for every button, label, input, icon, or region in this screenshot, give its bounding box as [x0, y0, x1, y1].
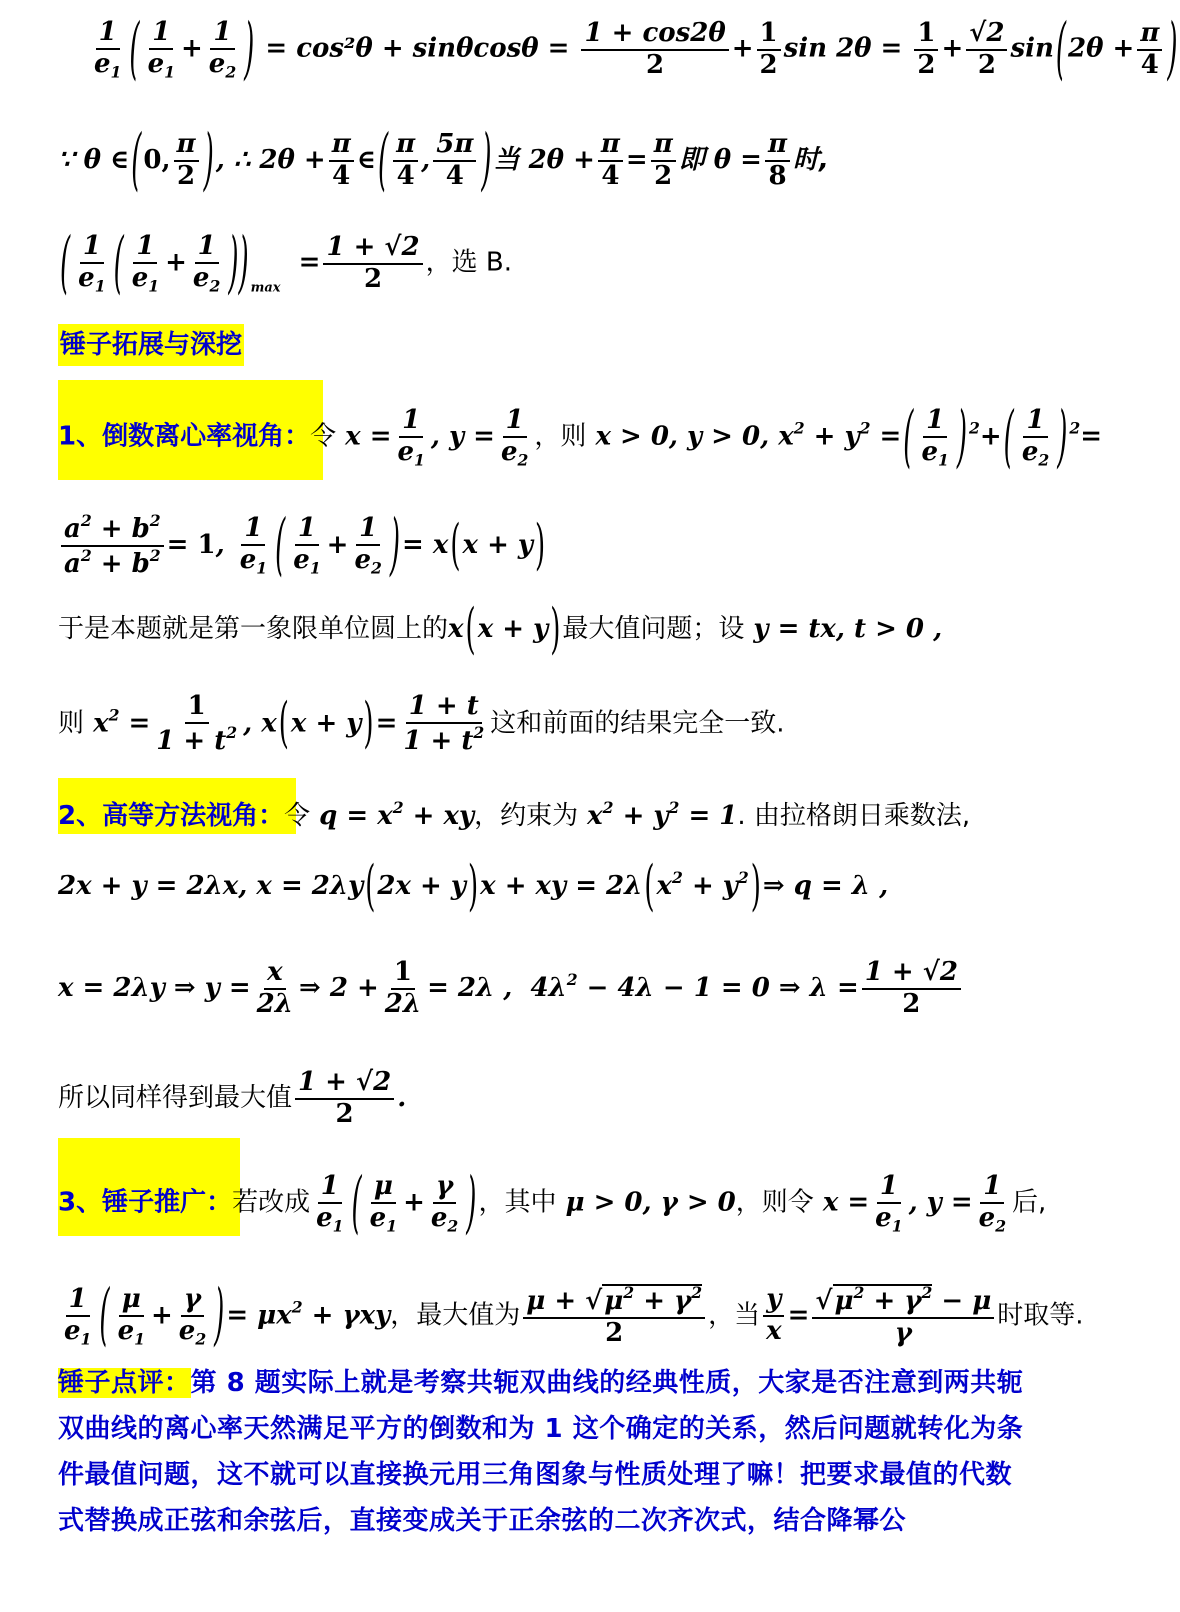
- choose-text: ，选 B.: [425, 247, 512, 278]
- s3-max-text: ，最大值为: [390, 1300, 521, 1331]
- comment-label: 锤子点评：: [58, 1368, 191, 1398]
- comment-paragraph: [58, 1360, 1038, 1544]
- s3-text-a: 若改成: [232, 1187, 311, 1218]
- s3-text-d: 后,: [1012, 1187, 1047, 1218]
- s1-line-3: 于是本题就是第一象限单位圆上的x(x + y)最大值问题；设 y = tx, t > 0 ,: [58, 598, 943, 662]
- s2-text-c: . 由拉格朗日乘数法,: [737, 800, 971, 831]
- s2-text-a: 令: [284, 800, 311, 831]
- s3-eq-text: 时取等.: [997, 1300, 1084, 1331]
- s1-text: 令: [310, 421, 337, 452]
- s2-line-1: 2、高等方法视角：令 $q = x^2$ + xy，约束为 $x^2 + y^2 = 1$. 由拉格朗日乘数法,: [58, 798, 971, 831]
- s3-label: 3、锤子推广：: [58, 1187, 233, 1218]
- equation-text: = cos²θ + sinθcosθ =: [265, 33, 570, 64]
- s1-line-2: $\frac{a^2 + b^2}{a^2 + b^2}$ = 1, $\frac{1}{e_1}$ ( $\frac{1}{e_1}$ + $\frac{1}{e_2}$ )= x(x + y): [58, 512, 1060, 580]
- ie-text: 即: [678, 144, 705, 175]
- s2-line-3: x = 2λy ⇒ y = $\frac{x}{2\lambda}$ ⇒ 2 + $\frac{1}{2\lambda}$ = 2λ , $4\lambda^2 - 4\lambda - 1 = 0$ ⇒ λ = $\frac{1 + √2}{2}$: [58, 958, 1060, 1020]
- equation-line-2: ∵ θ ∈(0, $\frac{\pi}{2}$ ), ∴ 2θ + $\frac{\pi}{4}$ ∈( $\frac{\pi}{4}$ , $\frac{5\pi}{4}$ )当 2θ + $\frac{\pi}{4}$ = $\frac{\pi}{2}$ 即 θ = $\frac{\pi}{8}$ 时,: [58, 121, 829, 200]
- comment-text: 第 8 题实际上就是考察共轭双曲线的经典性质，大家是否注意到两共轭双曲线的离心率天然满足平方的倒数和为 1 这个确定的关系，然后问题就转化为条件最值问题，这不就可以直接换元用三角图象与性质处理了嘛！把要求最值的代数式替换成正弦和余弦后，直接变成关于正余弦的二次齐次式，结合降幂公: [58, 1368, 1024, 1536]
- s3-text-b: ，其中: [478, 1187, 557, 1218]
- s1-line4b-text: 这和前面的结果完全一致.: [490, 708, 785, 739]
- s3-text-c: ，则令: [735, 1187, 814, 1218]
- s1-then: ，则: [534, 421, 587, 452]
- s3-line-2: $\frac{1}{e_1}$ ( $\frac{\mu}{e_1}$ + $\frac{\gamma}{e_2}$ )= $\mu x^2 + \gamma xy$，最大值为 $\frac{\mu + √\mu^2 + \gamma^2}{2}$ ，当 $\frac{y}{x}$ = $\frac{√\mu^2 + \gamma^2 - \mu}{\gamma}$ 时取等.: [64, 1277, 1084, 1356]
- section-heading: [58, 332, 1060, 358]
- heading-text: 锤子拓展与深挖: [58, 324, 244, 366]
- s1-line-1: 1、倒数离心率视角：令 x = $\frac{1}{e_1}$ , y = $\frac{1}{e_2}$ ，则 x > 0, y > 0, $x^2 + y^2$ =( $\frac{1}{e_1}$ ) $^2$+( $\frac{1}{e_2}$ ) $^2$=: [58, 398, 1103, 477]
- s2-text-b: ，约束为: [474, 800, 579, 831]
- s1-label: 1、倒数离心率视角：: [58, 421, 311, 452]
- time-text: 时,: [793, 144, 829, 175]
- equation-line-3: ( $\frac{1}{e_1}$ ( $\frac{1}{e_1}$ + $\frac{1}{e_2}$ )) $_{max}$ = $\frac{1 + √2}{2}$ ，选 B.: [60, 224, 512, 303]
- s1-line4a-text: 则: [58, 708, 85, 739]
- s1-line-4: 则 $x^2$ = $\frac{1}{1 + t^2}$ , x(x + y)= $\frac{1 + t}{1 + t^2}$ 这和前面的结果完全一致.: [58, 691, 785, 756]
- s2-line-2: 2x + y = 2λx, x = 2λy(2x + y)x + xy = $2\lambda(x^2$ + $y^2)\Rightarrow$ q = λ ,: [58, 855, 889, 919]
- s2-final-text: 所以同样得到最大值: [58, 1082, 293, 1113]
- when-text: 当: [493, 144, 520, 175]
- s2-line-4: 所以同样得到最大值 $\frac{1 + √2}{2}$ .: [58, 1067, 407, 1129]
- s3-line-1: 3、锤子推广：若改成 $\frac{1}{e_1}$ ( $\frac{\mu}{e_1}$ + $\frac{\gamma}{e_2}$ )，其中 μ > 0, γ > 0，则令 x = $\frac{1}{e_1}$ , y = $\frac{1}{e_2}$ 后,: [58, 1164, 1047, 1243]
- s1-line3b-text: 最大值问题；设: [562, 614, 745, 644]
- s2-label: 2、高等方法视角：: [58, 800, 285, 831]
- s3-when-text: ，当: [708, 1300, 761, 1331]
- equation-line-1: $\frac{1}{e_1}$ ( $\frac{1}{e_1}$ + $\frac{1}{e_2}$ ) = cos²θ + sinθcosθ = $\frac{1 + \cos 2\theta}{2}$ + $\frac{1}{2}$ sin 2θ = $\frac{1}{2}$ + $\frac{√2}{2}$ sin(2θ + $\frac{\pi}{4}$ ): [94, 10, 1178, 89]
- s1-line3-text: 于是本题就是第一象限单位圆上的: [58, 614, 449, 644]
